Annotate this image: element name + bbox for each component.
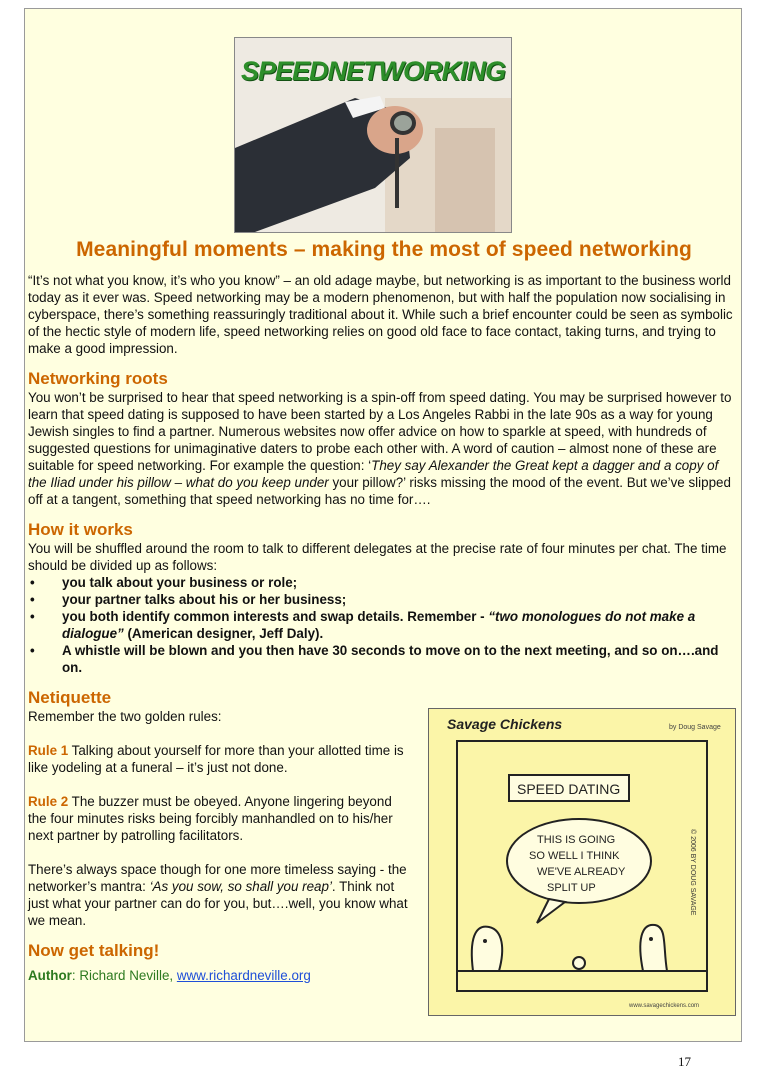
heading-netiquette: Netiquette bbox=[28, 688, 112, 707]
roots-paragraph: You won’t be surprised to hear that speed networking is a spin-off from speed dating. You may be surprised however to learn that speed dating is supposed to have been started by a Los Angeles Rabbi in the late 90s as a way for young Jewish singles to find a partner. Numerous websites now offer advice on how to sparkle at speed, with hundreds of suggested questions for unimaginative daters to probe each other with. A word of caution – almost none of these are suitable for speed networking. For example the question: ‘They say Alexander the Great kept a dagger and a copy of the Iliad under his pillow – what do you keep under your pillow?’ risks missing the mood of the event. But we’ve slipped off at a tangent, something that speed networking has no time for…. bbox=[28, 390, 732, 507]
author-line: Author: Richard Neville, www.richardneville.org bbox=[28, 968, 311, 983]
cartoon-copyright: © 2006 BY DOUG SAVAGE bbox=[689, 829, 696, 916]
cartoon-image bbox=[428, 708, 736, 1016]
cartoon-title: Savage Chickens bbox=[447, 716, 563, 732]
left-column bbox=[28, 688, 410, 984]
netiquette-intro: Remember the two golden rules: bbox=[28, 709, 222, 724]
list-item: • you both identify common interests and swap details. Remember - “two monologues do not make a dialogue” (American designer, Jeff Daly). bbox=[30, 609, 696, 641]
hero-image bbox=[234, 37, 512, 233]
bubble-line-1: THIS IS GOING bbox=[537, 834, 616, 846]
heading-how-it-works: How it works bbox=[28, 520, 133, 539]
bubble-line-3: WE'VE ALREADY bbox=[537, 866, 626, 878]
speed-networking-logo bbox=[241, 56, 505, 87]
intro-paragraph: “It’s not what you know, it’s who you know” – an old adage maybe, but networking is as important to the business world today as it ever was. Speed networking may be a modern phenomenon, but with half the population now socialising in cyberspace, there’s something reassuringly traditional about it. While such a brief encounter could be seen as symbolic of the hectic style of modern life, speed networking relies on good old face to face contact, taking turns, and trying to make a good impression. bbox=[28, 273, 733, 356]
page-title: Meaningful moments – making the most of speed networking bbox=[76, 238, 692, 261]
chicken-left-icon bbox=[472, 927, 502, 971]
rule-2: Rule 2 The buzzer must be obeyed. Anyone lingering beyond the four minutes risks being forcibly manhandled on to his/her next partner by patrolling facilitators. bbox=[28, 794, 393, 843]
rule-1: Rule 1 Talking about yourself for more than your allotted time is like yodeling at a funeral – it’s just not done. bbox=[28, 743, 404, 775]
author-website-link[interactable]: www.richardneville.org bbox=[176, 968, 311, 983]
list-item: • A whistle will be blown and you then have 30 seconds to move on to the next meeting, and so on….and on. bbox=[30, 643, 719, 675]
logo-speed: SPEED bbox=[241, 56, 328, 86]
how-paragraph: You will be shuffled around the room to talk to different delegates at the precise rate of four minutes per chat. The time should be divided up as follows: bbox=[28, 541, 727, 573]
logo-networking: NETWORKING bbox=[327, 56, 506, 86]
page-number: 17 bbox=[678, 1054, 691, 1069]
saying-paragraph: There’s always space though for one more timeless saying - the networker’s mantra: ‘As you sow, so shall you reap’. Think not just what your partner can do for you, but….well, you know what we mean. bbox=[28, 862, 408, 928]
bubble-line-4: SPLIT UP bbox=[547, 882, 596, 894]
timer-icon bbox=[573, 957, 585, 969]
list-item: • your partner talks about his or her business; bbox=[30, 592, 347, 607]
cartoon-site: www.savagechickens.com bbox=[629, 1003, 700, 1009]
heading-networking-roots: Networking roots bbox=[28, 369, 168, 388]
heading-now-get-talking: Now get talking! bbox=[28, 941, 160, 960]
cartoon-byline: by Doug Savage bbox=[669, 724, 721, 731]
steps-list bbox=[28, 574, 740, 676]
cartoon-sign: SPEED DATING bbox=[517, 781, 621, 797]
list-item: • you talk about your business or role; bbox=[30, 575, 298, 590]
chicken-right-icon bbox=[640, 925, 667, 971]
bubble-line-2: SO WELL I THINK bbox=[529, 850, 620, 862]
